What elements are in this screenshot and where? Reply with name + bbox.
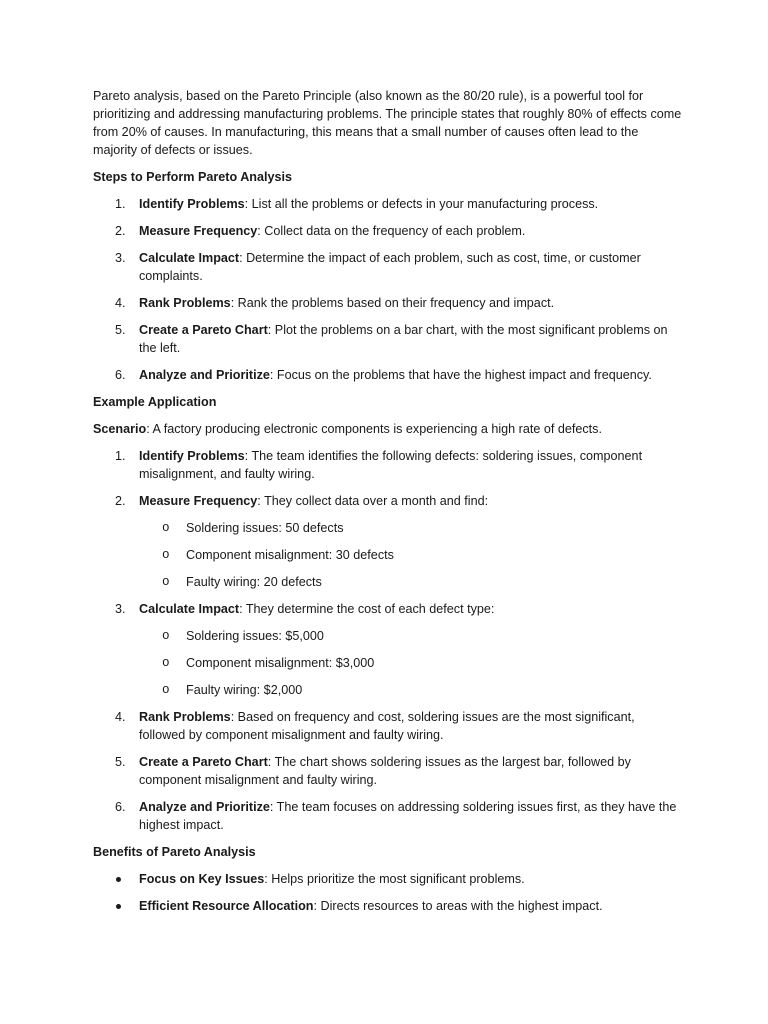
- step-text: : Focus on the problems that have the highest impact and frequency.: [269, 368, 652, 382]
- document-page: [93, 87, 683, 924]
- sub-item-text: Faulty wiring: $2,000: [186, 683, 303, 697]
- step-label: Create a Pareto Chart: [139, 755, 268, 769]
- step-item: [93, 249, 683, 285]
- step-item: [93, 366, 683, 384]
- example-step-item: [93, 492, 683, 591]
- circle-bullet-icon: o: [162, 575, 170, 589]
- sub-item-text: Component misalignment: $3,000: [186, 656, 375, 670]
- step-item: [93, 222, 683, 240]
- benefit-label: Focus on Key Issues: [139, 872, 265, 886]
- step-label: Identify Problems: [139, 197, 245, 211]
- step-text: : The team focuses on addressing soldering issues first, as they have the highest impact.: [139, 800, 677, 832]
- scenario-paragraph: [93, 420, 683, 438]
- example-step-item: [93, 753, 683, 789]
- step-label: Rank Problems: [139, 710, 231, 724]
- circle-bullet-icon: o: [162, 629, 170, 643]
- benefit-item: [93, 870, 683, 888]
- step-text: : List all the problems or defects in your manufacturing process.: [244, 197, 599, 211]
- sub-list-item: [139, 573, 683, 591]
- sub-list-item: [139, 546, 683, 564]
- sub-item-text: Component misalignment: 30 defects: [186, 548, 394, 562]
- step-number: 6.: [115, 368, 126, 382]
- step-label: Rank Problems: [139, 296, 231, 310]
- benefit-item: [93, 897, 683, 915]
- step-number: 6.: [115, 800, 126, 814]
- step-number: 5.: [115, 323, 126, 337]
- step-number: 3.: [115, 251, 126, 265]
- steps-heading: Steps to Perform Pareto Analysis: [93, 170, 292, 184]
- sub-list: [139, 627, 683, 699]
- step-number: 5.: [115, 755, 126, 769]
- step-label: Measure Frequency: [139, 494, 258, 508]
- step-label: Measure Frequency: [139, 224, 258, 238]
- benefit-label: Efficient Resource Allocation: [139, 899, 314, 913]
- step-text: : Based on frequency and cost, soldering issues are the most significant, followed by component misalignment and faulty wiring.: [139, 710, 635, 742]
- step-number: 2.: [115, 494, 126, 508]
- benefit-text: : Helps prioritize the most significant problems.: [264, 872, 525, 886]
- circle-bullet-icon: o: [162, 683, 170, 697]
- step-number: 4.: [115, 710, 126, 724]
- example-step-item: [93, 798, 683, 834]
- step-text: : They determine the cost of each defect type:: [239, 602, 495, 616]
- intro-paragraph: Pareto analysis, based on the Pareto Principle (also known as the 80/20 rule), is a powerful tool for prioritizing and addressing manufacturing problems. The principle states that roughly 80% of effects come from 20% of causes. In manufacturing, this means that a small number of causes often lead to the majority of defects or issues.: [93, 89, 682, 157]
- step-label: Calculate Impact: [139, 251, 240, 265]
- step-item: [93, 321, 683, 357]
- step-text: : Determine the impact of each problem, such as cost, time, or customer complaints.: [139, 251, 641, 283]
- sub-list-item: [139, 627, 683, 645]
- step-label: Calculate Impact: [139, 602, 240, 616]
- example-step-item: [93, 447, 683, 483]
- scenario-label: Scenario: [93, 422, 147, 436]
- step-text: : Plot the problems on a bar chart, with the most significant problems on the left.: [139, 323, 668, 355]
- step-item: [93, 294, 683, 312]
- benefits-list: [93, 870, 683, 915]
- step-text: : Collect data on the frequency of each problem.: [257, 224, 526, 238]
- sub-list-item: [139, 681, 683, 699]
- step-number: 2.: [115, 224, 126, 238]
- step-text: : They collect data over a month and find:: [257, 494, 489, 508]
- circle-bullet-icon: o: [162, 521, 170, 535]
- benefit-text: : Directs resources to areas with the highest impact.: [313, 899, 603, 913]
- circle-bullet-icon: o: [162, 548, 170, 562]
- sub-item-text: Soldering issues: 50 defects: [186, 521, 344, 535]
- circle-bullet-icon: o: [162, 656, 170, 670]
- step-text: : Rank the problems based on their frequency and impact.: [230, 296, 555, 310]
- example-step-item: [93, 708, 683, 744]
- sub-item-text: Soldering issues: $5,000: [186, 629, 324, 643]
- step-number: 3.: [115, 602, 126, 616]
- scenario-text: : A factory producing electronic components is experiencing a high rate of defects.: [146, 422, 602, 436]
- example-heading: Example Application: [93, 395, 217, 409]
- example-steps-list: [93, 447, 683, 834]
- step-text: : The team identifies the following defects: soldering issues, component misalignment, and faulty wiring.: [139, 449, 643, 481]
- step-number: 1.: [115, 449, 126, 463]
- step-label: Analyze and Prioritize: [139, 800, 270, 814]
- sub-list-item: [139, 654, 683, 672]
- benefits-heading: Benefits of Pareto Analysis: [93, 845, 256, 859]
- bullet-icon: [116, 877, 121, 882]
- step-item: [93, 195, 683, 213]
- step-number: 4.: [115, 296, 126, 310]
- steps-list: [93, 195, 683, 384]
- step-text: : The chart shows soldering issues as the largest bar, followed by component misalignment and faulty wiring.: [139, 755, 631, 787]
- step-label: Analyze and Prioritize: [139, 368, 270, 382]
- step-label: Create a Pareto Chart: [139, 323, 268, 337]
- step-number: 1.: [115, 197, 126, 211]
- example-step-item: [93, 600, 683, 699]
- bullet-icon: [116, 904, 121, 909]
- step-label: Identify Problems: [139, 449, 245, 463]
- sub-item-text: Faulty wiring: 20 defects: [186, 575, 322, 589]
- sub-list-item: [139, 519, 683, 537]
- sub-list: [139, 519, 683, 591]
